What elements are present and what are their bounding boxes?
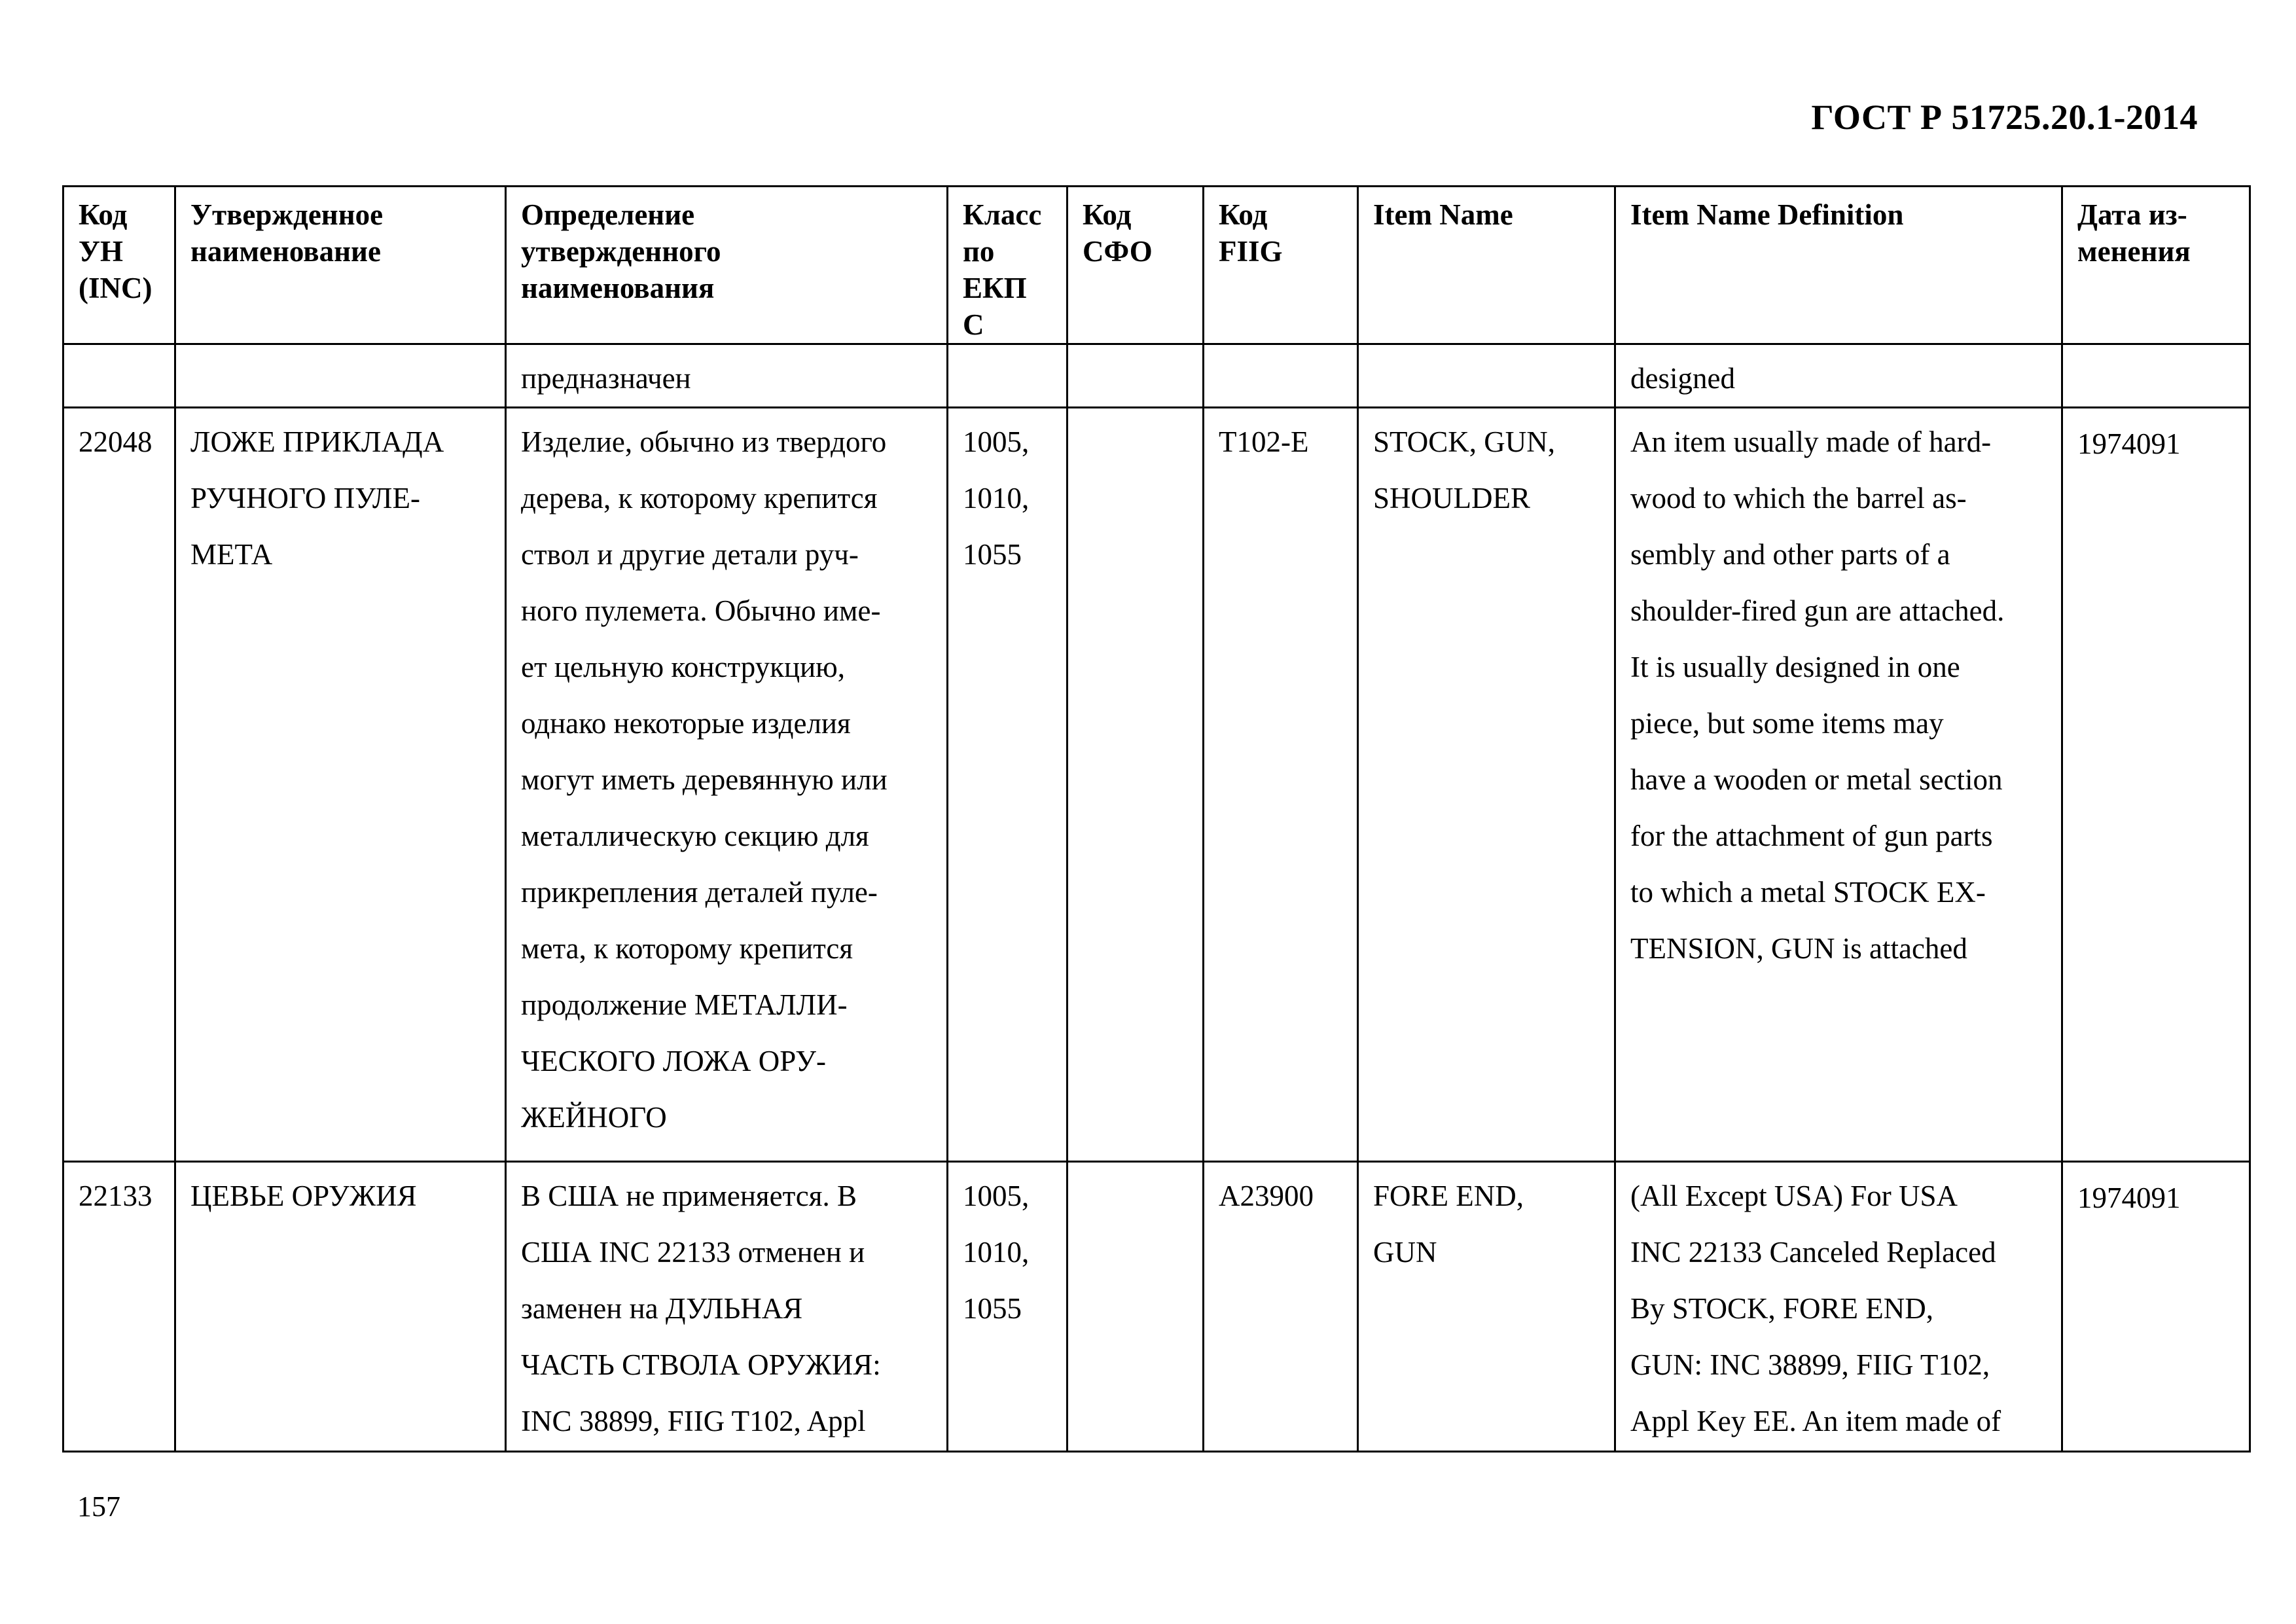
header-approved-name: Утвержденное наименование (175, 187, 506, 344)
item-names-table (62, 185, 2251, 1453)
cell-name: ЛОЖЕ ПРИКЛАДА РУЧНОГО ПУЛЕ- МЕТА (175, 408, 506, 1162)
cell-sfo (1067, 408, 1204, 1162)
header-approved-name-definition: Определение утвержденного наименования (506, 187, 948, 344)
cell-name: ЦЕВЬЕ ОРУЖИЯ (175, 1162, 506, 1452)
table-row (63, 1162, 2250, 1452)
cell-fiig (1204, 344, 1358, 408)
cell-fiig: T102-E (1204, 408, 1358, 1162)
cell-item-definition: designed (1615, 344, 2062, 408)
header-inc: Код УН (INC) (63, 187, 175, 344)
table-continuation-row (63, 344, 2250, 408)
cell-inc: 22048 (63, 408, 175, 1162)
cell-class: 1005, 1010, 1055 (948, 408, 1067, 1162)
cell-name (175, 344, 506, 408)
cell-item-name: FORE END, GUN (1358, 1162, 1615, 1452)
header-fiig-code: Код FIIG (1204, 187, 1358, 344)
header-class: Класс по ЕКП С (948, 187, 1067, 344)
cell-item-name (1358, 344, 1615, 408)
table-header-row (63, 187, 2250, 344)
page-number: 157 (77, 1490, 120, 1523)
cell-item-definition: (All Except USA) For USA INC 22133 Canceled Replaced By STOCK, FORE END, GUN: INC 38899, FIIG T102, Appl Key EE. An item made of (1615, 1162, 2062, 1452)
cell-definition: Изделие, обычно из твердого дерева, к которому крепится ствол и другие детали руч- ного пулемета. Обычно име- ет цельную конструкцию, однако некоторые изделия могут иметь деревянную или металлическую секцию для прикрепления деталей пуле- мета, к которому крепится продолжение МЕТАЛЛИ- ЧЕСКОГО ЛОЖА ОРУ- ЖЕЙНОГО (506, 408, 948, 1162)
cell-definition: предназначен (506, 344, 948, 408)
header-item-name-definition: Item Name Definition (1615, 187, 2062, 344)
cell-item-definition: An item usually made of hard- wood to which the barrel as- sembly and other parts of a shoulder-fired gun are attached. It is usually designed in one piece, but some items may have a wooden or metal section for the attachment of gun parts to which a metal STOCK EX- TENSION, GUN is attached (1615, 408, 2062, 1162)
cell-class (948, 344, 1067, 408)
cell-fiig: A23900 (1204, 1162, 1358, 1452)
table-row (63, 408, 2250, 1162)
cell-sfo (1067, 344, 1204, 408)
document-standard-title: ГОСТ Р 51725.20.1-2014 (1811, 98, 2198, 137)
header-item-name: Item Name (1358, 187, 1615, 344)
header-sfo-code: Код СФО (1067, 187, 1204, 344)
cell-date: 1974091 (2062, 408, 2250, 1162)
cell-date: 1974091 (2062, 1162, 2250, 1452)
cell-definition: В США не применяется. В США INC 22133 отменен и заменен на ДУЛЬНАЯ ЧАСТЬ СТВОЛА ОРУЖИЯ: INC 38899, FIIG T102, Appl (506, 1162, 948, 1452)
cell-sfo (1067, 1162, 1204, 1452)
cell-item-name: STOCK, GUN, SHOULDER (1358, 408, 1615, 1162)
cell-inc: 22133 (63, 1162, 175, 1452)
cell-inc (63, 344, 175, 408)
cell-class: 1005, 1010, 1055 (948, 1162, 1067, 1452)
header-change-date: Дата из- менения (2062, 187, 2250, 344)
cell-date (2062, 344, 2250, 408)
